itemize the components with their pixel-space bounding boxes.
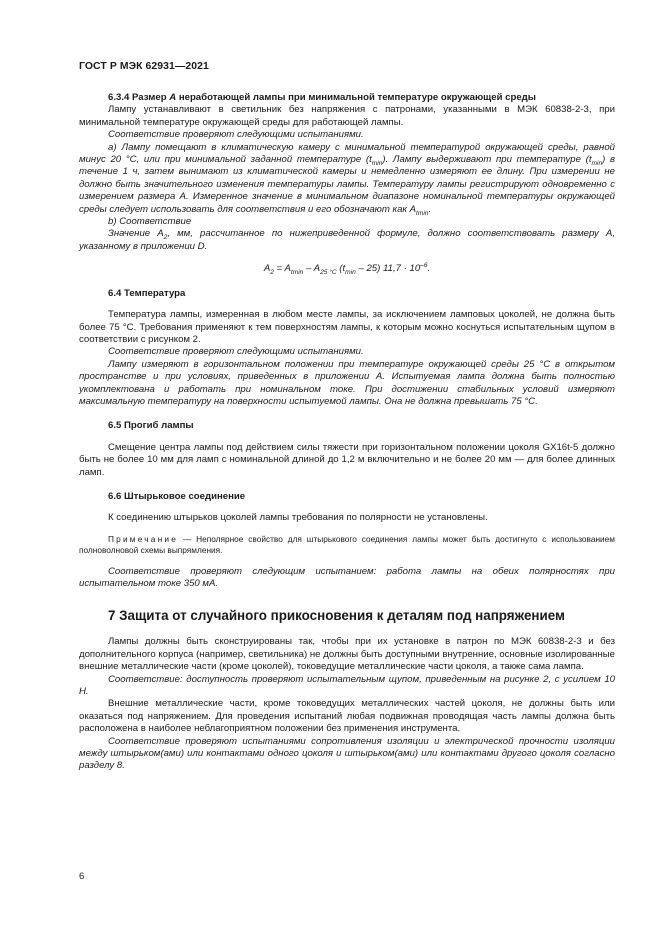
paragraph: а) Лампу помещают в климатическую камеру с минимальной температурой окружающей среды, равной минус 20 °С, или при минимальной заданной температуре $(t_{min})$. Лампу выдерживают при температуре $(t_{min})$ в течение 1 ч, затем вынимают из климатической камеры и немедленно измеряют ее длину. При измерении не должно быть значительного изменения температуры лампы. Температуру лампы регистрируют одновременно с измерением размера A. Измеренное значение в минимальном диапазоне номинальной температуры окружающей среды следует использовать для соответствия и его обозначают как $A_{tmin}$.	[79, 141, 615, 217]
section-6-3-4-title: 6.3.4 Размер A неработающей лампы при минимальной температуре окружающей среды	[108, 92, 536, 103]
paragraph: Соответствие проверяют следующими испытаниями.	[108, 346, 364, 358]
paragraph: Смещение центра лампы под действием силы тяжести при горизонтальном положении цоколя GX16t-5 должно быть не более 10 мм для ламп с номинальной длиной до 1,2 м включительно и не более 20 мм — для более длинных ламп.	[79, 441, 615, 478]
paragraph: Лампу устанавливают в светильник без напряжения с патронами, указанными в МЭК 60838-2-3, при минимальной температуре окружающей среды для работающей лампы.	[79, 104, 615, 128]
paragraph: Соответствие проверяют испытаниями сопротивления изоляции и электрической прочности изоляции между штырьком(ами) или контактами одного цоколя и штырьком(ами) или контактами другого цоколя согласно разделу 8.	[79, 735, 615, 772]
page-content	[79, 92, 615, 773]
standard-header: ГОСТ Р МЭК 62931—2021	[79, 61, 209, 72]
section-7-title: 7 Защита от случайного прикосновения к деталям под напряжением	[108, 608, 565, 624]
section-6-6-title: 6.6 Штырьковое соединение	[108, 490, 246, 502]
paragraph: b) Соответствие	[108, 216, 192, 228]
paragraph: Лампу измеряют в горизонтальном положении при температуре окружающей среды 25 °С в открытом пространстве и при условиях, приведенных в приложении А. Испытуемая лампа должна быть полностью укомплектована и работать при номинальном токе. При достижении стабильных условий измеряют максимальную температуру на поверхности испытуемой лампы. Она не должна превышать 75 °С.	[79, 358, 615, 407]
paragraph: Соответствие проверяют следующим испытанием: работа лампы на обеих полярностях при испытательном токе 350 мА.	[79, 565, 615, 589]
note: Примечание — Неполярное свойство для штырькового соединения лампы может быть достигнуто с использованием полноволновой схемы выпрямления.	[79, 533, 615, 556]
paragraph: Значение $A_2$, мм, рассчитанное по нижеприведенной формуле, должно соответствовать размеру A, указанному в приложении D.	[79, 228, 615, 252]
page-number: 6	[79, 871, 85, 882]
paragraph: Соответствие проверяют следующими испытаниями.	[108, 129, 364, 141]
paragraph: Соответствие: доступность проверяют испытательным щупом, приведенным на рисунке 2, с усилием 10 Н.	[79, 673, 615, 698]
section-6-5-title: 6.5 Прогиб лампы	[108, 420, 194, 432]
paragraph: Лампы должны быть сконструированы так, чтобы при их установке в патрон по МЭК 60838-2-3 и без дополнительного корпуса (например, светильника) не должны быть доступными внутренние, основные изолированные внешние металлические части (кроме цоколей), токоведущие металлические части цоколя, а также сама лампа.	[79, 636, 615, 673]
formula: $A_2 = A_{tmin} - A_{25 ^\circ C}$ $(t_{min} - 25) 11,7 \cdot 10^{-6}$.	[263, 262, 431, 277]
paragraph: Температура лампы, измеренная в любом месте лампы, за исключением ламповых цоколей, не должна быть более 75 °С. Требования применяют к тем поверхностям лампы, к которым можно коснуться испытательным щупом в соответствии с рисунком 2.	[79, 309, 615, 345]
paragraph: К соединению штырьков цоколей лампы требования по полярности не установлены.	[108, 512, 488, 524]
section-6-4-title: 6.4 Температура	[108, 287, 186, 299]
paragraph: Внешние металлические части, кроме токоведущих металлических частей цоколя, не должны быть или оказаться под напряжением. Для проведения испытаний любая подвижная проводящая часть лампы должна быть расположена в наиболее неблагоприятном положении без применения инструмента.	[79, 698, 615, 735]
note-label: Примечание	[108, 533, 179, 544]
